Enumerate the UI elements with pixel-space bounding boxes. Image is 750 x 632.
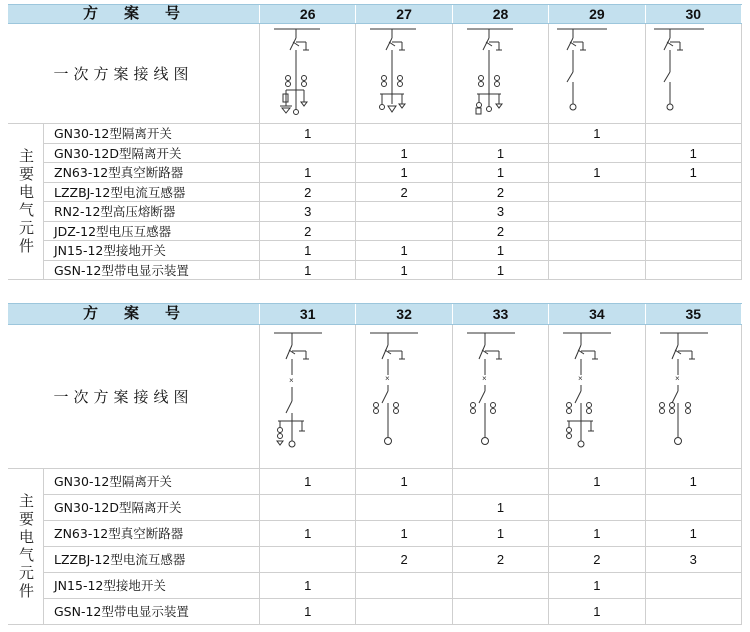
quantity-cell: 1 xyxy=(356,521,452,546)
scheme-number: 31 xyxy=(260,304,356,324)
quantity-cell xyxy=(453,573,549,598)
quantity-cell xyxy=(356,222,452,241)
scheme-number: 35 xyxy=(646,304,742,324)
component-name: LZZBJ-12型电流互感器 xyxy=(44,547,260,572)
header-row xyxy=(8,303,742,325)
component-name: GSN-12型带电显示装置 xyxy=(44,599,260,624)
scheme-number: 29 xyxy=(549,5,645,23)
quantity-cell: 1 xyxy=(260,521,356,546)
quantity-cell xyxy=(549,241,645,260)
scheme-number: 28 xyxy=(453,5,549,23)
wiring-diagram-29 xyxy=(549,24,645,124)
wiring-diagram-33 xyxy=(453,325,549,469)
wiring-diagram xyxy=(453,325,549,468)
component-name: GN30-12D型隔离开关 xyxy=(44,144,260,163)
wiring-diagram xyxy=(453,24,549,123)
wiring-diagram-28 xyxy=(453,24,549,124)
quantity-cell: 1 xyxy=(260,241,356,260)
quantity-cell: 2 xyxy=(260,222,356,241)
quantity-cell xyxy=(646,241,742,260)
quantity-cell xyxy=(646,495,742,520)
component-name: ZN63-12型真空断路器 xyxy=(44,521,260,546)
table-row xyxy=(44,261,742,281)
quantity-cell xyxy=(453,599,549,624)
wiring-diagram xyxy=(356,325,452,468)
quantity-cell: 1 xyxy=(356,261,452,280)
quantity-cell xyxy=(646,261,742,280)
wiring-diagram-27 xyxy=(356,24,452,124)
quantity-cell xyxy=(549,183,645,202)
quantity-cell: 1 xyxy=(260,163,356,182)
quantity-cell: 1 xyxy=(646,469,742,494)
quantity-cell: 2 xyxy=(356,183,452,202)
quantity-cell: 1 xyxy=(646,163,742,182)
quantity-cell: 3 xyxy=(646,547,742,572)
table-row xyxy=(44,573,742,599)
quantity-cell xyxy=(356,124,452,143)
wiring-diagram xyxy=(356,24,452,123)
quantity-cell: 1 xyxy=(646,521,742,546)
scheme-table-26-30 xyxy=(8,4,742,280)
quantity-cell: 2 xyxy=(453,222,549,241)
wiring-diagram-34 xyxy=(549,325,645,469)
wiring-diagram xyxy=(260,24,356,123)
quantity-cell: 1 xyxy=(453,495,549,520)
wiring-diagram xyxy=(260,325,356,468)
component-name: GN30-12型隔离开关 xyxy=(44,124,260,143)
quantity-cell xyxy=(356,495,452,520)
quantity-cell: 1 xyxy=(453,241,549,260)
scheme-table-31-35 xyxy=(8,303,742,625)
quantity-cell: 1 xyxy=(549,163,645,182)
quantity-cell: 1 xyxy=(356,163,452,182)
quantity-cell: 1 xyxy=(453,144,549,163)
quantity-cell: 2 xyxy=(453,183,549,202)
table-row xyxy=(44,202,742,222)
scheme-number: 30 xyxy=(646,5,742,23)
wiring-diagram-31 xyxy=(260,325,356,469)
primary-diagram-label: 一次方案接线图 xyxy=(8,24,260,123)
component-name: GN30-12D型隔离开关 xyxy=(44,495,260,520)
quantity-cell xyxy=(549,202,645,221)
wiring-diagram-26 xyxy=(260,24,356,124)
quantity-cell xyxy=(260,144,356,163)
quantity-cell: 1 xyxy=(549,521,645,546)
scheme-number-label: 方案号 xyxy=(8,304,260,324)
primary-diagram-label: 一次方案接线图 xyxy=(8,325,260,468)
quantity-cell: 1 xyxy=(453,163,549,182)
quantity-cell: 1 xyxy=(356,241,452,260)
quantity-cell: 2 xyxy=(260,183,356,202)
component-name: LZZBJ-12型电流互感器 xyxy=(44,183,260,202)
quantity-cell: 1 xyxy=(260,124,356,143)
quantity-cell: 3 xyxy=(453,202,549,221)
component-name: JN15-12型接地开关 xyxy=(44,573,260,598)
scheme-number: 27 xyxy=(356,5,452,23)
quantity-cell xyxy=(646,222,742,241)
quantity-cell xyxy=(356,599,452,624)
table-row xyxy=(44,521,742,547)
wiring-diagram xyxy=(549,24,645,123)
svg-text:×: × xyxy=(289,376,294,385)
table-row xyxy=(44,183,742,203)
quantity-cell xyxy=(549,144,645,163)
quantity-cell xyxy=(356,573,452,598)
component-name: JDZ-12型电压互感器 xyxy=(44,222,260,241)
quantity-cell: 1 xyxy=(356,469,452,494)
table-row xyxy=(44,599,742,625)
header-row xyxy=(8,4,742,24)
table-row xyxy=(44,547,742,573)
main-components-label: 主要电气元件 xyxy=(8,469,44,625)
quantity-cell xyxy=(549,261,645,280)
table-row xyxy=(44,469,742,495)
quantity-cell: 1 xyxy=(260,261,356,280)
table-row xyxy=(44,241,742,261)
quantity-cell: 1 xyxy=(646,144,742,163)
svg-text:×: × xyxy=(385,374,391,383)
wiring-diagram xyxy=(646,24,742,123)
table-row xyxy=(44,222,742,242)
quantity-cell: 1 xyxy=(260,469,356,494)
wiring-diagram xyxy=(549,325,645,468)
diagram-row xyxy=(8,24,742,124)
wiring-diagram-35 xyxy=(646,325,742,469)
svg-text:×: × xyxy=(674,374,680,383)
component-name: ZN63-12型真空断路器 xyxy=(44,163,260,182)
component-name: JN15-12型接地开关 xyxy=(44,241,260,260)
component-name: GSN-12型带电显示装置 xyxy=(44,261,260,280)
main-components-label: 主要电气元件 xyxy=(8,124,44,280)
scheme-number: 26 xyxy=(260,5,356,23)
svg-text:×: × xyxy=(481,374,487,383)
quantity-cell: 1 xyxy=(356,144,452,163)
quantity-cell: 1 xyxy=(453,261,549,280)
table-row xyxy=(44,124,742,144)
quantity-cell: 1 xyxy=(453,521,549,546)
quantity-cell xyxy=(549,495,645,520)
diagram-row xyxy=(8,325,742,469)
quantity-cell xyxy=(646,183,742,202)
quantity-cell xyxy=(646,124,742,143)
table-row xyxy=(44,495,742,521)
component-name: RN2-12型高压熔断器 xyxy=(44,202,260,221)
wiring-diagram xyxy=(646,325,742,468)
quantity-cell: 1 xyxy=(549,124,645,143)
quantity-cell xyxy=(549,222,645,241)
svg-text:×: × xyxy=(578,374,583,383)
quantity-cell: 1 xyxy=(260,599,356,624)
table-row xyxy=(44,144,742,164)
quantity-cell: 1 xyxy=(549,469,645,494)
quantity-cell: 2 xyxy=(356,547,452,572)
quantity-cell: 3 xyxy=(260,202,356,221)
component-name: GN30-12型隔离开关 xyxy=(44,469,260,494)
quantity-cell: 2 xyxy=(549,547,645,572)
scheme-number-label: 方案号 xyxy=(8,5,260,23)
quantity-cell xyxy=(453,469,549,494)
quantity-cell: 1 xyxy=(260,573,356,598)
quantity-cell xyxy=(260,495,356,520)
quantity-cell: 1 xyxy=(549,573,645,598)
quantity-cell xyxy=(646,599,742,624)
table-row xyxy=(44,163,742,183)
wiring-diagram-32 xyxy=(356,325,452,469)
quantity-cell xyxy=(260,547,356,572)
quantity-cell: 1 xyxy=(549,599,645,624)
quantity-cell xyxy=(453,124,549,143)
quantity-cell xyxy=(646,573,742,598)
wiring-diagram-30 xyxy=(646,24,742,124)
scheme-number: 33 xyxy=(453,304,549,324)
quantity-cell xyxy=(646,202,742,221)
quantity-cell xyxy=(356,202,452,221)
scheme-number: 34 xyxy=(549,304,645,324)
scheme-number: 32 xyxy=(356,304,452,324)
quantity-cell: 2 xyxy=(453,547,549,572)
